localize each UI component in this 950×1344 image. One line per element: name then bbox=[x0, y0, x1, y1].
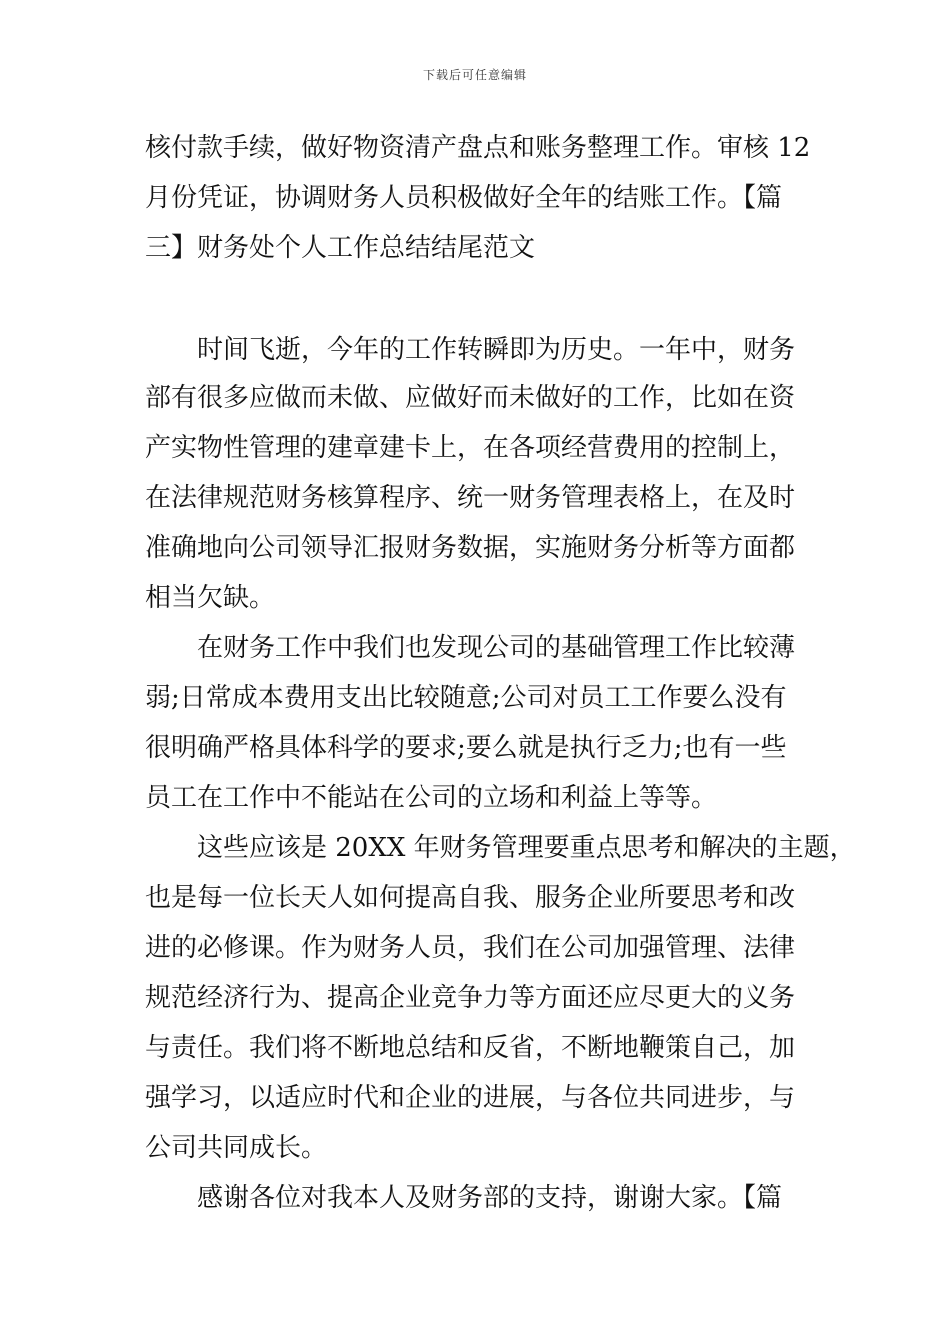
text-line: 相当欠缺。 bbox=[145, 583, 276, 613]
text-line: 公司共同成长。 bbox=[145, 1133, 328, 1163]
text-line: 感谢各位对我本人及财务部的支持，谢谢大家。【篇 bbox=[145, 1183, 783, 1213]
text-line: 在法律规范财务核算程序、统一财务管理表格上，在及时 bbox=[145, 483, 796, 513]
text-line: 月份凭证，协调财务人员积极做好全年的结账工作。【篇 bbox=[145, 183, 783, 213]
text-line: 强学习，以适应时代和企业的进展，与各位共同进步，与 bbox=[145, 1083, 796, 1113]
page-header-note: 下载后可任意编辑 bbox=[422, 68, 527, 82]
text-line: 与责任。我们将不断地总结和反省，不断地鞭策自己，加 bbox=[145, 1033, 796, 1063]
text-line: 员工在工作中不能站在公司的立场和利益上等等。 bbox=[145, 783, 718, 813]
text-line: 准确地向公司领导汇报财务数据，实施财务分析等方面都 bbox=[145, 533, 796, 563]
text-line: 弱;日常成本费用支出比较随意;公司对员工工作要么没有 bbox=[145, 683, 787, 713]
text-line: 很明确严格具体科学的要求;要么就是执行乏力;也有一些 bbox=[145, 733, 787, 763]
text-line: 核付款手续，做好物资清产盘点和账务整理工作。审核 12 bbox=[145, 133, 811, 163]
text-line: 三】财务处个人工作总结结尾范文 bbox=[145, 233, 536, 263]
text-line: 也是每一位长天人如何提高自我、服务企业所要思考和改 bbox=[145, 883, 796, 913]
text-line: 在财务工作中我们也发现公司的基础管理工作比较薄 bbox=[145, 633, 796, 663]
text-line: 部有很多应做而未做、应做好而未做好的工作，比如在资 bbox=[145, 383, 796, 413]
text-line: 规范经济行为、提高企业竞争力等方面还应尽更大的义务 bbox=[145, 983, 796, 1013]
text-line: 时间飞逝，今年的工作转瞬即为历史。一年中，财务 bbox=[145, 335, 796, 365]
text-line: 进的必修课。作为财务人员，我们在公司加强管理、法律 bbox=[145, 933, 796, 963]
text-line: 这些应该是 20XX 年财务管理要重点思考和解决的主题， bbox=[145, 833, 856, 863]
text-line: 产实物性管理的建章建卡上，在各项经营费用的控制上， bbox=[145, 433, 796, 463]
